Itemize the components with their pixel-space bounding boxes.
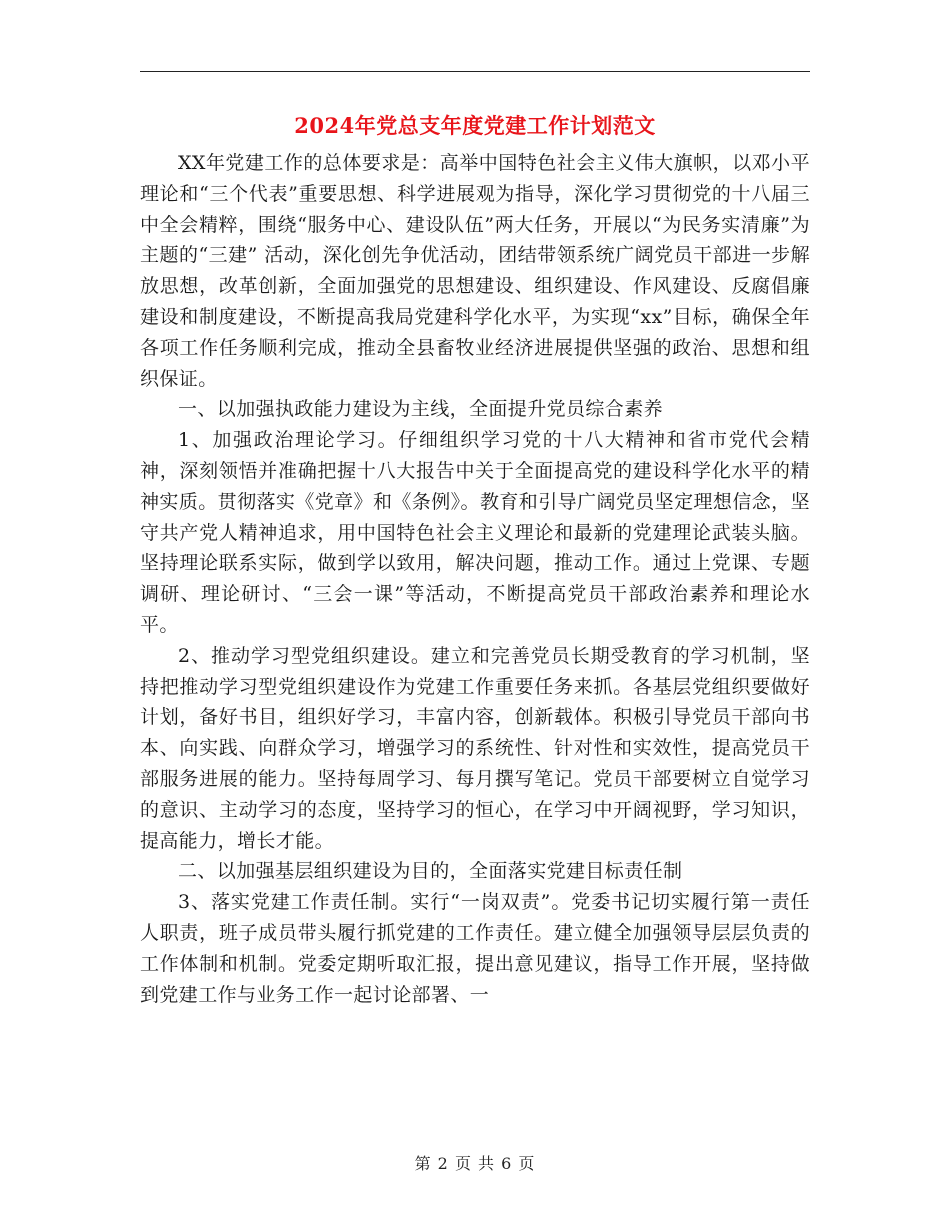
paragraph-item-2: 2、推动学习型党组织建设。建立和完善党员长期受教育的学习机制，坚持把推动学习型党组织建设作为党建工作重要任务来抓。各基层党组织要做好计划，备好书目，组织好学习，丰富内容，创新载体。积极引导党员干部向书本、向实践、向群众学习，增强学习的系统性、针对性和实效性，提高党员干部服务进展的能力。坚持每周学习、每月撰写笔记。党员干部要树立自觉学习的意识、主动学习的态度，坚持学习的恒心，在学习中开阔视野，学习知识，提高能力，增长才能。 [140,644,810,852]
section-heading-2: 二、以加强基层组织建设为目的，全面落实党建目标责任制 [178,860,683,883]
page-footer: 第 2 页 共 6 页 [414,1154,536,1173]
document-body [140,148,810,1010]
header-rule [140,71,810,72]
paragraph-item-3: 3、落实党建工作责任制。实行“一岗双责”。党委书记切实履行第一责任人职责，班子成员带头履行抓党建的工作责任。建立健全加强领导层层负责的工作体制和机制。党委定期听取汇报，提出意见建议，指导工作开展，坚持做到党建工作与业务工作一起讨论部署、一 [140,891,810,1006]
paragraph-intro: XX年党建工作的总体要求是：高举中国特色社会主义伟大旗帜，以邓小平理论和“三个代表”重要思想、科学进展观为指导，深化学习贯彻党的十八届三中全会精粹，围绕“服务中心、建设队伍”两大任务，开展以“为民务实清廉”为主题的“三建” 活动，深化创先争优活动，团结带领系统广阔党员干部进一步解放思想，改革创新，全面加强党的思想建设、组织建设、作风建设、反腐倡廉建设和制度建设，不断提高我局党建科学化水平，为实现“xx”目标，确保全年各项工作任务顺利完成，推动全县畜牧业经济进展提供坚强的政治、思想和组织保证。 [140,152,810,390]
paragraph-item-1: 1、加强政治理论学习。仔细组织学习党的十八大精神和省市党代会精神，深刻领悟并准确把握十八大报告中关于全面提高党的建设科学化水平的精神实质。贯彻落实《党章》和《条例》。教育和引导广阔党员坚定理想信念，坚守共产党人精神追求，用中国特色社会主义理论和最新的党建理论武装头脑。坚持理论联系实际，做到学以致用，解决问题，推动工作。通过上党课、专题调研、理论研讨、“三会一课”等活动，不断提高党员干部政治素养和理论水平。 [140,429,810,636]
section-heading-1: 一、以加强执政能力建设为主线，全面提升党员综合素养 [178,398,664,421]
document-title: 2024年党总支年度党建工作计划范文 [294,113,656,138]
